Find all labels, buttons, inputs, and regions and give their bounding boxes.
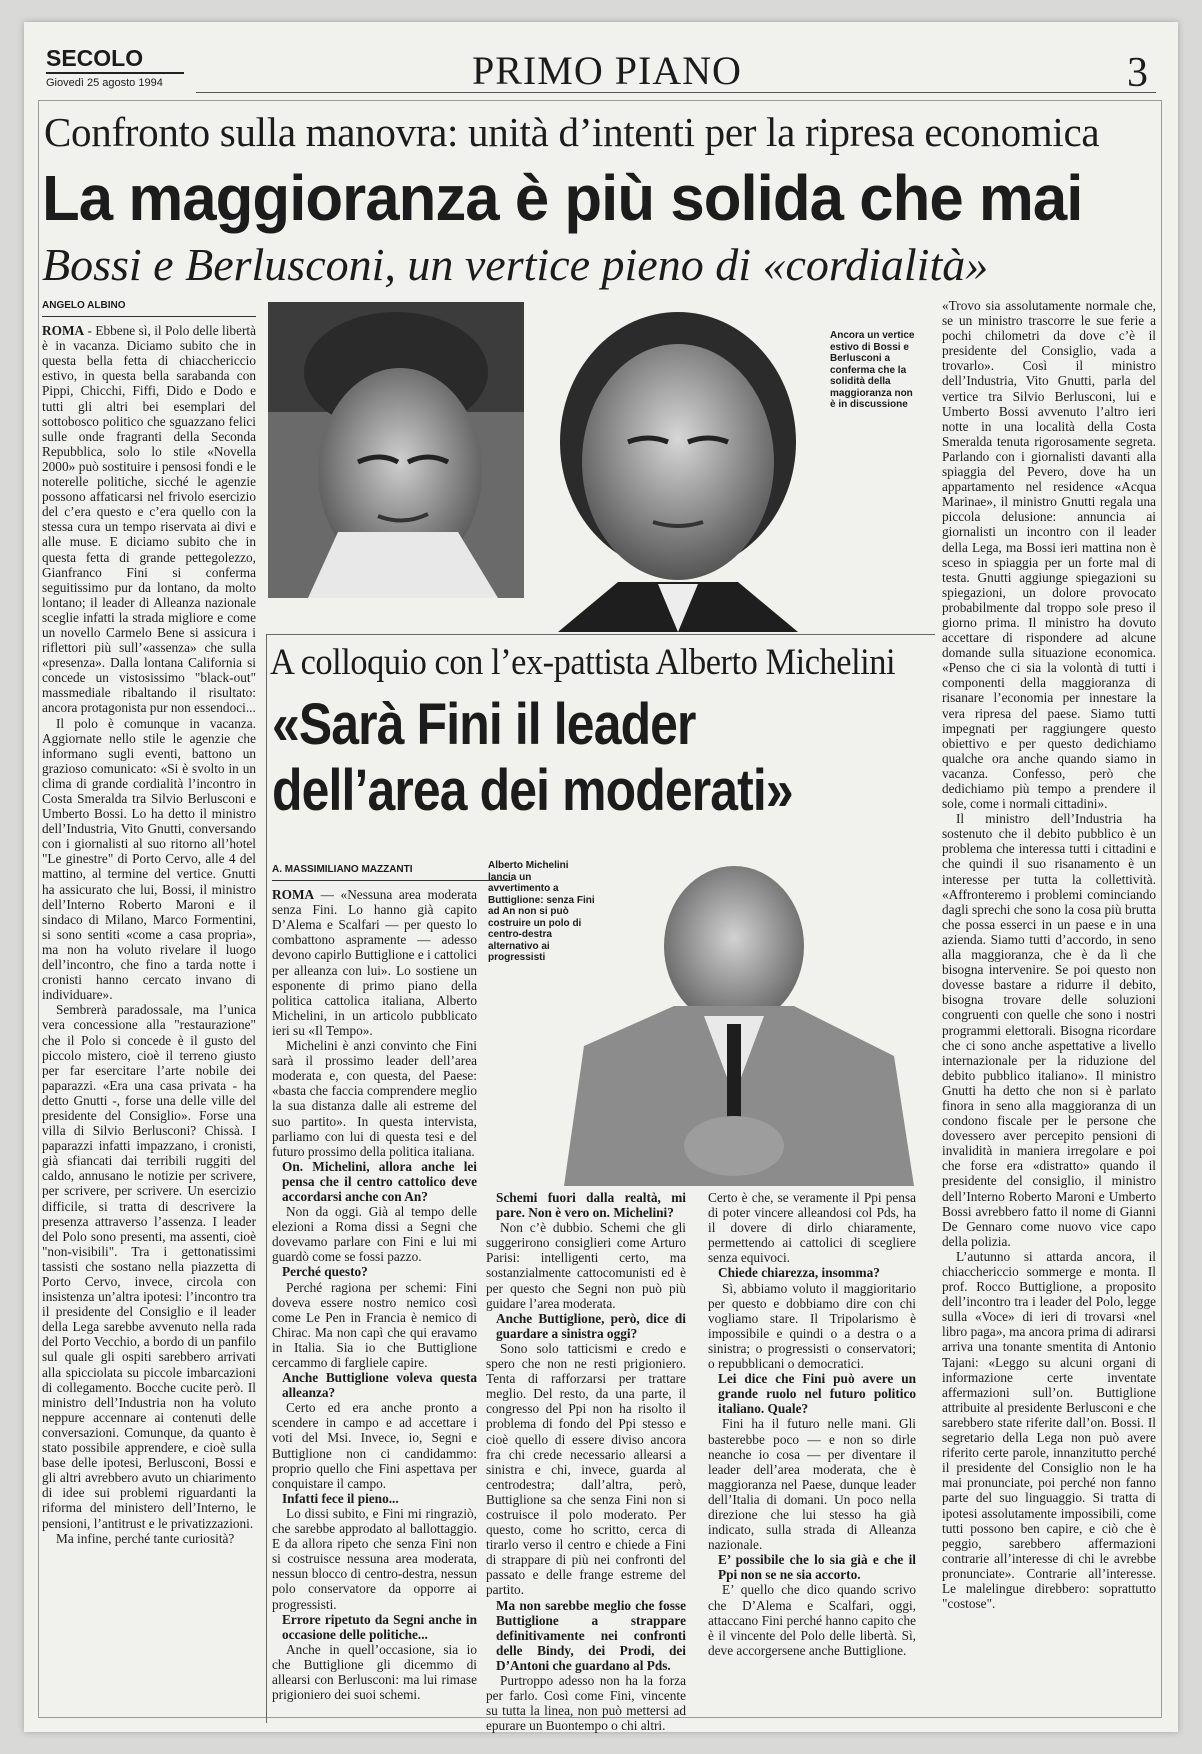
newspaper-page bbox=[24, 22, 1178, 1732]
interview-question: Anche Buttiglione, però, dice di guardare a sinistra oggi? bbox=[496, 1310, 686, 1341]
page-number: 3 bbox=[1127, 50, 1148, 96]
interview-question: Infatti fece il pieno... bbox=[282, 1490, 399, 1506]
interview-question: Lei dice che Fini può avere un grande ruolo nel futuro politico italiano. Quale? bbox=[718, 1371, 916, 1417]
logo-rule bbox=[46, 72, 184, 74]
interview-answer: Fini ha il futuro nelle mani. Gli basterebbe poco — e non so dirle neanche io cosa — per diventare il leader dell’area moderata, che è maggioranza nel Paese, dunque leader dell’Italia di domani. Un poco nella direzione che lui stesso ha già indicato, sulla strada di Alleanza nazionale. bbox=[708, 1416, 916, 1553]
article-paragraph: Il ministro dell’Industria ha sostenuto che il debito pubblico è un problema che interessa tutti i cittadini e che quindi il suo risanamento è un interesse per tutta la collettività. «Affronteremo i problemi cominciando dagli sprechi che sono la cosa più brutta che possa esserci in un paese e in una azienda. Siamo tutti d’accordo, in seno alla maggioranza, che è da lì che bisogna intervenire. Se poi questo non dovesse bastare a ridurre il debito, bisogna trovare delle soluzioni congruenti con quelle che sono i nostri programmi elettorali. Bisogna ricordare che ci sono anche aspettative a livello internazionale per la riduzione del debito pubblico italiano». Il ministro Gnutti ha detto che non si è parlato finora in seno alla maggioranza di un condono fiscale per le persone che dovessero aver percepito pensioni di invalidità in maniera irregolare e poi che forse era «distratto» quando il presidente del consiglio, il ministro dell’Interno Roberto Maroni e Umberto Bossi avrebbero fatto il nome di Gianni De Gennaro come nuovo vice capo della polizia. bbox=[942, 811, 1156, 1249]
section-title: PRIMO PIANO bbox=[472, 48, 742, 93]
issue-date: Giovedì 25 agosto 1994 bbox=[46, 77, 163, 89]
article-byline: ANGELO ALBINO bbox=[42, 298, 256, 317]
interview-question: Schemi fuori dalla realtà, mi pare. Non è vero on. Michelini? bbox=[496, 1190, 686, 1221]
interview-paragraph: ROMA — «Nessuna area moderata senza Fini. Lo hanno già capito D’Alema e Scalfari — per questo lo combattono aspramente — adesso devono capirlo Buttiglione e i cattolici per alleanza con lui». Lo sostiene un esponente di primo piano della politica cattolica italiana, Alberto Michelini, in un articolo pubblicato ieri su «Il Tempo». bbox=[272, 887, 477, 1038]
article-subhead: Bossi e Berlusconi, un vertice pieno di «cordialità» bbox=[42, 239, 989, 290]
portrait-image bbox=[528, 302, 824, 632]
interview-kicker: A colloquio con l’ex-pattista Alberto Michelini bbox=[270, 642, 896, 683]
interview-question: Ma non sarebbe meglio che fosse Buttiglione a strappare definitivamente nei confronti delle Bindy, dei Prodi, dei D’Antoni che guardano al Pds. bbox=[496, 1597, 686, 1673]
portrait-image bbox=[268, 302, 524, 598]
interview-column-1 bbox=[272, 862, 477, 1712]
michelini-photo bbox=[544, 846, 928, 1186]
interview-answer: Lo dissi subito, e Fini mi ringraziò, che sarebbe approdato al ballottaggio. E da allora ripeto che senza Fini non si costruisce nessuna area moderata, nessun blocco di centro-destra, nessun polo conservatore da opporre ai progressisti. bbox=[272, 1505, 477, 1612]
photo-caption: Ancora un vertice estivo di Bossi e Berlusconi a conferma che la solidità della maggioranza non è in discussione bbox=[830, 330, 915, 410]
interview-answer: Certo ed era anche pronto a scendere in campo e ad accettare i voti del Msi. Invece, io, Segni e Buttiglione non ci candidammo: proprio quello che Fini aspettava per conquistare il campo. bbox=[272, 1400, 477, 1491]
interview-question: On. Michelini, allora anche lei pensa che il centro cattolico deve accordarsi anche con An? bbox=[282, 1158, 477, 1204]
dateline: ROMA bbox=[272, 887, 315, 903]
interview-answer: Purtroppo adesso non ha la forza per farlo. Così come Fini, vincente su tutta la linea, non può mettersi ad epurare un Buontempo o chi altri. bbox=[486, 1673, 686, 1734]
interview-answer: Perché ragiona per schemi: Fini doveva essere nostro nemico così come Le Pen in Francia è nemico di Chirac. Ma non capì che qui eravamo in Italia. Sia io che Buttiglione cercammo di fargliele capire. bbox=[272, 1279, 477, 1370]
interview-byline: A. MASSIMILIANO MAZZANTI bbox=[272, 862, 512, 881]
masthead-rule bbox=[196, 92, 1156, 93]
interview-question: E’ possibile che lo sia già e che il Ppi non se ne sia accorto. bbox=[718, 1552, 916, 1583]
interview-question: Errore ripetuto da Segni anche in occasione delle politiche... bbox=[282, 1611, 477, 1642]
interview-answer: E’ quello che dico quando scrivo che D’Alema e Scalfari, oggi, attaccano Fini perché hanno capito che è il vincente del Polo delle libertà. Sì, deve accorgersene anche Buttiglione. bbox=[708, 1582, 916, 1658]
interview-headline bbox=[272, 692, 840, 824]
interview-answer: Sì, abbiamo voluto il maggioritario per questo e dobbiamo dire con chi vogliamo stare. Il Tripolarismo è impossibile e quindi o a destra o a sinistra; o progressisti o conservatori; o repubblicani o democratici. bbox=[708, 1280, 916, 1372]
interview-question: Chiede chiarezza, insomma? bbox=[718, 1265, 880, 1281]
interview-column-2 bbox=[486, 1190, 686, 1734]
dateline: ROMA bbox=[42, 323, 85, 339]
article-paragraph: «Trovo sia assolutamente normale che, se un ministro trascorre le sue ferie a pochi chilometri da dove c’è il presidente del Consiglio, vada a trovarlo». Così il ministro dell’Industria, Vito Gnutti, parla del vertice tra Silvio Berlusconi, lui e Umberto Bossi avvenuto l’altro ieri notte in una località della Costa Smeralda tenuta rigorosamente segreta. Parlando con i giornalisti davanti alla spiaggia del Pevero, dove ha un appartamento nel residence «Acqua Marinae», il ministro Gnutti regala una piccola delusione: annuncia ai giornalisti un incontro con il leader della Lega, ma Bossi ieri mattina non è sceso in spiaggia per un forte mal di testa. Gnutti aggiunge spiegazioni su spiegazioni, un dolore provocato probabilmente dal troppo sole preso il giorno prima. Il ministro ha dovuto accettare di rispondere ad alcune domande sulla situazione economica. «Penso che ci sia la volontà di tutti i componenti della maggioranza di risanare l’economia per innestare la vera ripresa del paese. Siamo tutti impegnati per raggiungere questo obiettivo e per questo dedichiamo qualche ora anche quando siamo in vacanza. Confesso, però che dedichiamo più tempo a prendere il sole, come i normali cittadini». bbox=[942, 298, 1156, 812]
article-column-1 bbox=[42, 298, 256, 1710]
article-paragraph: Sembrerà paradossale, ma l’unica vera concessione alla "restaurazione" che il Polo si concede è il gusto del piccolo mistero, cioè il terreno giusto per far esercitare l’arte nobile dei paparazzi. «Era una casa privata - ha detto Gnutti -, forse una delle ville del presidente del Consiglio». Forse una villa di Silvio Berlusconi? Chissà. I paparazzi infatti impazzano, i cronisti, già sfiancati dai terribili ruggiti del caldo, annusano le notizie per scrivere, per scrivere, per scrivere. Un esercizio difficile, si tratta di descrivere la presenza attraverso l’assenza. I leader del Polo sono presenti, ma assenti, cioè "non-visibili". Tra i gettonatissimi tassisti che sostano nella piazzetta di Porto Cervo, invece, circola con insistenza un’altra ipotesi: l’incontro tra il presidente del Consiglio e il leader della Lega sarebbe avvenuto nella rada del Porto Vecchio, a bordo di un panfilo sul quale gli ospiti sarebbero arrivati alla spicciolata su piccole imbarcazioni di collegamento. Bocche cucite però. Il ministro dell’Industria non ha voluto neppure accennare ai contenuti delle conversazioni. Comunque, da quanto è stato possibile apprendere, e cioè sulla base delle ipotesi, Berlusconi, Bossi e gli altri avrebbero avuto un chiarimento di idee sui problemi riguardanti la riforma del ministero dell’Interno, le pensioni, l’antitrust e le privatizzazioni. bbox=[42, 1002, 256, 1531]
article-headline: La maggioranza è più solida che mai bbox=[42, 162, 1083, 234]
interview-headline-line: «Sarà Fini il leader bbox=[272, 692, 696, 757]
interview-question: Perché questo? bbox=[282, 1264, 368, 1280]
berlusconi-photo bbox=[528, 302, 824, 632]
interview-photo-caption: Alberto Michelini lancia un avvertimento a Buttiglione: senza Fini ad An non si può costruire un polo di centro-destra alternativo ai progressisti bbox=[488, 860, 595, 963]
article-paragraph: Il polo è comunque in vacanza. Aggiornate nello stile le agenzie che informano sugli eventi, battono un grazioso comunicato: «Si è svolto in un clima di grande cordialità l’incontro in Costa Smeralda tra Silvio Berlusconi e Umberto Bossi. Lo ha detto il ministro dell’Industria, Vito Gnutti, conversando con i giornalisti al suo ritorno all’hotel "Le ginestre" di Porto Cervo, alle 4 del mattino, al termine del vertice. Gnutti ha assicurato che lui, Bossi, il ministro dell’Interno Roberto Maroni e il sindaco di Milano, Marco Formentini, si sono sentiti «come a casa propria», ma non ha voluto rivelare il luogo dell’incontro, che fino a tarda notte i cronisti hanno cercato invano di individuare». bbox=[42, 715, 256, 1003]
interview-question: Anche Buttiglione voleva questa alleanza? bbox=[282, 1370, 477, 1401]
interview-column-3 bbox=[708, 1190, 916, 1710]
interview-headline-line: dell’area dei moderati» bbox=[272, 758, 793, 823]
interview-answer: Non c’è dubbio. Schemi che gli suggerirono consiglieri come Arturo Parisi: intelligenti certo, ma sostanzialmente cattocomunisti ed è per questo che Segni non può più guidare l’area moderata. bbox=[486, 1220, 686, 1311]
article-column-4 bbox=[942, 298, 1156, 1710]
newspaper-logo: SECOLO bbox=[46, 45, 144, 71]
masthead bbox=[46, 32, 1156, 102]
bossi-photo bbox=[268, 302, 524, 598]
interview-answer: Sono solo tatticismi e credo e spero che non ne resti prigioniero. Tenta di rafforzarsi per trattare meglio. Del resto, da una parte, il congresso del Ppi non ha risolto il problema di fondo del Ppi stesso e cioè quello di essere diviso ancora fra chi crede necessario allearsi a sinistra e chi, invece, guarda al centrodestra; dall’altra, però, Buttiglione sa che senza Fini non si costruisce il polo moderato. Per questo, come ho scritto, cerca di tirarlo verso il centro e chiede a Fini di strappare di più nei confronti del passato e delle frange estreme del partito. bbox=[486, 1340, 686, 1598]
interview-paragraph: Michelini è anzi convinto che Fini sarà il prossimo leader dell’area moderata e, con questa, del Paese: «basta che faccia comprendere meglio la sua distanza dalle ali estreme del suo partito». In questa intervista, parliamo con lui di questa tesi e del futuro prossimo della politica italiana. bbox=[272, 1038, 477, 1159]
article-paragraph: L’autunno si attarda ancora, il chiacchericcio sommerge e monta. Il prof. Rocco Buttiglione, a proposito dell’incontro tra i leader del Polo, legge sulla «Voce» di ieri di trovarsi «nel libro paga», ma ancora prima di adirarsi arriva una tonante smentita di Antonio Tajani: «Leggo su alcuni organi di informazione certe inventate affermazioni sull’on. Buttiglione attribuite al presidente Berlusconi e che sarebbero state riferite dall’on. Bossi. Il segretario della Lega non può avere riferito certe parole, innanzitutto perché il presidente del Consiglio non le ha mai pronunciate, poi perché non fanno parte del suo linguaggio. Si tratta di ipotesi assolutamente impossibili, come tutti possono ben capire, e ciò che è peggio, sarebbero affermazioni contrarie all’interesse di chi le avrebbe pronunciate». Contrarie all’interesse. Le malelingue direbbero: soprattutto "costose". bbox=[942, 1248, 1156, 1612]
interview-answer: Certo è che, se veramente il Ppi pensa di poter vincere alleandosi col Pds, ha il dovere di dirlo chiaramente, permettendo ai cattolici di scegliere senza equivoci. bbox=[708, 1190, 916, 1266]
interview-answer: Anche in quell’occasione, sia io che Buttiglione gli dicemmo di allearsi con Berlusconi: ma lui rimase prigioniero dei suoi schemi. bbox=[272, 1641, 477, 1703]
article-paragraph: ROMA - Ebbene sì, il Polo delle libertà è in vacanza. Diciamo subito che in questa bella fetta di chiacchericcio estivo, in questa bella sarabanda con Pippi, Chicchi, Fiffi, Dido e Dodo e tutti gli altri bei esemplari del sottobosco politico che sguazzano felici sulle onde fragranti della Seconda Repubblica, solo lo stile «Novella 2000» può sostituire i pensosi fondi e le noterelle politiche, sicché le agenzie possono affaticarsi nel frivolo esercizio del c’era questo e c’era quello con la stessa cura un tempo riservata ai divi e alle muse. E diciamo subito che in questa fetta di grande pettegolezzo, Gianfranco Fini si conferma seguitissimo pur da lontano, da molto lontano; il leader di Alleanza nazionale sceglie infatti la strada migliore e come un novello Carmelo Bene si assicura i riflettori più sull’«assenza» che sulla «presenza». Dalla lontana California si concede un vistosissimo "black-out" massmediale ribaltando il risultato: ancora protagonista pur non essendoci... bbox=[42, 323, 256, 716]
article-kicker: Confronto sulla manovra: unità d’intenti per la ripresa economica bbox=[44, 109, 1100, 155]
article-paragraph: Ma infine, perché tante curiosità? bbox=[56, 1530, 235, 1546]
portrait-image bbox=[544, 846, 928, 1186]
interview-answer: Non da oggi. Già al tempo delle elezioni a Roma dissi a Segni che dovevamo parlare con Fini e lui mi guardò come se fossi pazzo. bbox=[272, 1204, 477, 1265]
